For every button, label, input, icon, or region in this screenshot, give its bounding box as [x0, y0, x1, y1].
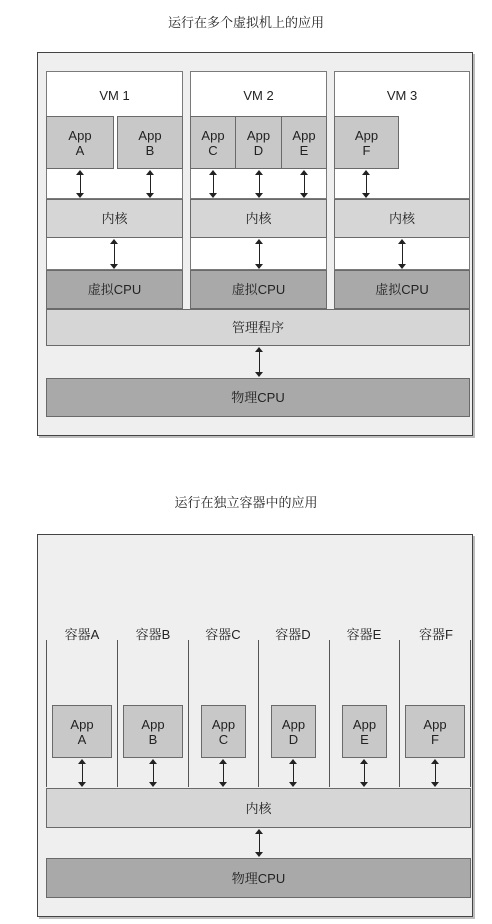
hypervisor-label: 管理程序	[231, 320, 284, 335]
vm-app-a	[46, 116, 114, 169]
arrow-hypervisor-cpu	[255, 347, 264, 377]
arrow-container-c-kernel	[219, 759, 228, 787]
arrow-container-a-kernel	[78, 759, 87, 787]
vm-1-label: VM 1	[99, 88, 130, 103]
container-divider	[117, 640, 118, 787]
container-app-e	[342, 705, 387, 758]
container-physical-cpu-label: 物理CPU	[231, 870, 286, 886]
vm-2-kernel	[190, 199, 327, 238]
vm-1-kernel-label: 内核	[101, 211, 128, 226]
container-divider	[470, 640, 471, 787]
vm-2-kernel-label: 内核	[245, 211, 272, 226]
vm-1-vcpu	[46, 270, 183, 309]
arrow-vm-app-b-kernel	[146, 170, 155, 198]
container-d-label: 容器D	[275, 627, 311, 642]
vm-app-e-label: App E	[292, 127, 316, 158]
arrow-vm-3-kernel-vcpu	[398, 239, 407, 269]
container-f-label: 容器F	[419, 627, 453, 642]
arrow-container-b-kernel	[149, 759, 158, 787]
vm-physical-cpu-label: 物理CPU	[231, 390, 285, 405]
arrow-container-e-kernel	[360, 759, 369, 787]
container-physical-cpu	[46, 858, 471, 898]
arrow-vm-app-e-kernel	[300, 170, 309, 198]
vm-1-kernel	[46, 199, 183, 238]
vm-app-a-label: App A	[68, 127, 92, 158]
container-kernel	[46, 788, 471, 828]
vm-3-kernel	[334, 199, 470, 238]
vm-3-vcpu-label: 虚拟CPU	[375, 282, 429, 297]
container-app-c-label: App C	[211, 716, 236, 747]
container-app-b-label: App B	[141, 716, 165, 747]
container-divider	[188, 640, 189, 787]
vm-app-e	[281, 116, 327, 169]
container-a-label: 容器A	[64, 627, 100, 642]
arrow-container-f-kernel	[431, 759, 440, 787]
arrow-vm-app-d-kernel	[255, 170, 264, 198]
container-app-a	[52, 705, 112, 758]
vm-2-label: VM 2	[243, 88, 274, 103]
vm-diagram-title: 运行在多个虚拟机上的应用	[167, 15, 324, 30]
container-app-e-label: App E	[352, 716, 377, 747]
container-app-f	[405, 705, 465, 758]
hypervisor	[46, 309, 470, 346]
arrow-container-d-kernel	[289, 759, 298, 787]
container-app-c	[201, 705, 246, 758]
container-app-d	[271, 705, 316, 758]
container-app-f-label: App F	[423, 716, 447, 747]
vm-3-label: VM 3	[386, 88, 418, 103]
container-app-b	[123, 705, 183, 758]
container-divider	[399, 640, 400, 787]
container-c-label: 容器C	[205, 627, 241, 642]
arrow-vm-2-kernel-vcpu	[255, 239, 264, 269]
vm-physical-cpu	[46, 378, 470, 417]
vm-app-b	[117, 116, 183, 169]
vm-app-b-label: App B	[138, 127, 162, 158]
vm-app-f	[334, 116, 399, 169]
vm-1-vcpu-label: 虚拟CPU	[87, 282, 142, 297]
container-app-d-label: App D	[281, 716, 306, 747]
vm-app-d-label: App D	[246, 127, 271, 158]
container-divider	[258, 640, 259, 787]
vm-3-vcpu	[334, 270, 470, 309]
vm-app-c	[190, 116, 236, 169]
arrow-vm-app-c-kernel	[209, 170, 218, 198]
arrow-kernel-cpu	[255, 829, 264, 857]
arrow-vm-app-a-kernel	[76, 170, 85, 198]
arrow-vm-1-kernel-vcpu	[110, 239, 119, 269]
vm-3-kernel-label: 内核	[388, 211, 415, 226]
container-app-a-label: App A	[70, 716, 94, 747]
container-b-label: 容器B	[135, 627, 171, 642]
container-divider	[46, 640, 47, 787]
container-diagram-title: 运行在独立容器中的应用	[174, 495, 318, 510]
arrow-vm-app-f-kernel	[362, 170, 371, 198]
vm-app-c-label: App C	[201, 127, 225, 158]
container-e-label: 容器E	[346, 627, 382, 642]
container-kernel-label: 内核	[245, 800, 272, 816]
vm-2-vcpu-label: 虚拟CPU	[231, 282, 286, 297]
vm-2-vcpu	[190, 270, 327, 309]
vm-app-f-label: App F	[354, 127, 379, 158]
vm-app-d	[235, 116, 282, 169]
container-divider	[329, 640, 330, 787]
